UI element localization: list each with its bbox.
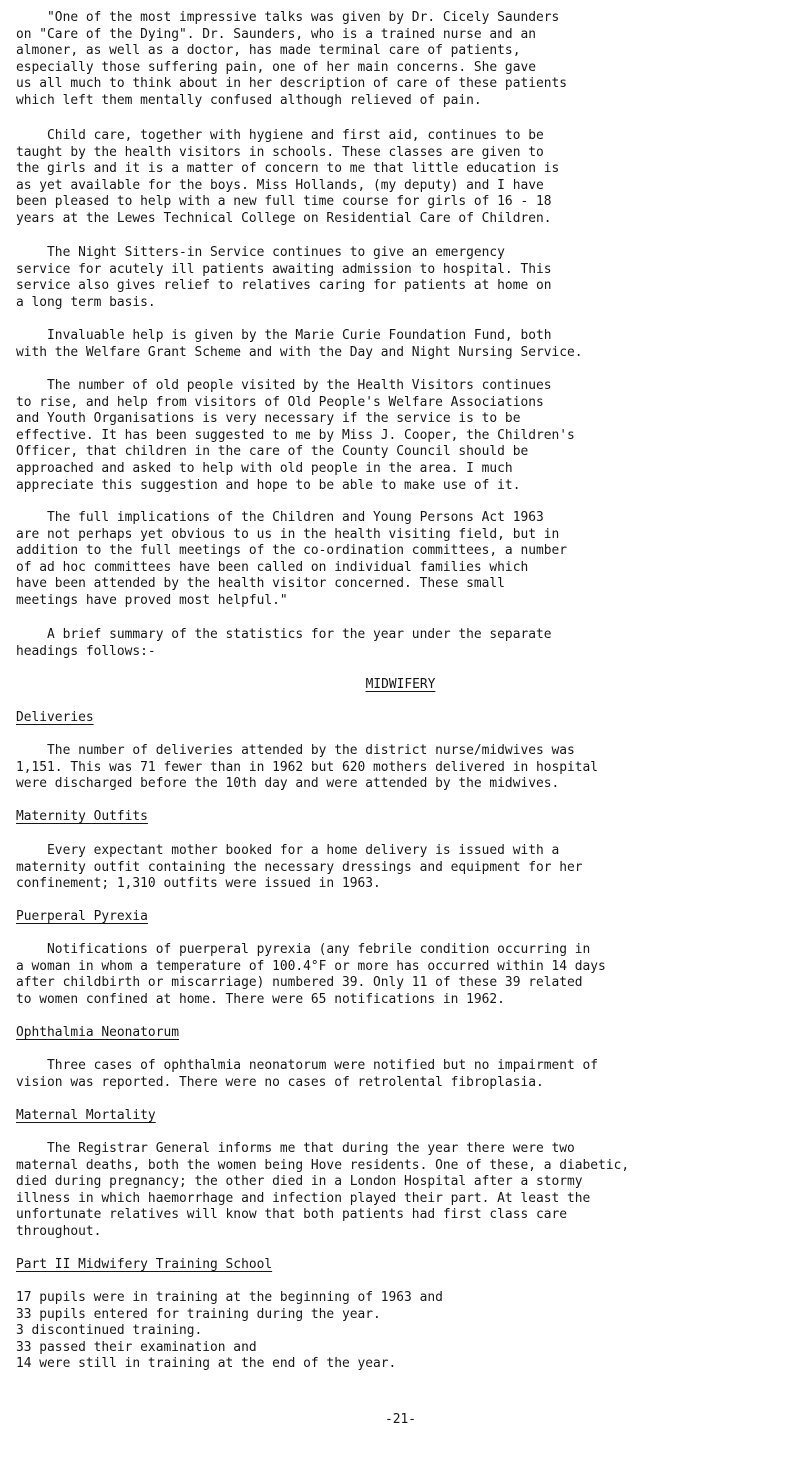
section-heading-deliveries: Deliveries <box>16 710 94 725</box>
intro-paragraph-6: The full implications of the Children and Young Persons Act 1963 are not perhaps yet obvious to us in the health visiting field, but in addition to the full meetings of the co-ordination committees, a number of ad hoc committees have been called on individual families which have been attended by the health visitor concerned. These small meetings have proved most helpful." <box>16 510 568 608</box>
intro-paragraph-3: The Night Sitters-in Service continues to give an emergency service for acutely ill patients awaiting admission to hospital. This service also gives relief to relatives caring for patients at home on a long term basis. <box>16 245 552 310</box>
section-body-deliveries: The number of deliveries attended by the district nurse/midwives was 1,151. This was 71 fewer than in 1962 but 620 mothers delivered in hospital were discharged before the 10th day and were attended by the midwives. <box>16 743 599 792</box>
section-body-puerperal-pyrexia: Notifications of puerperal pyrexia (any febrile condition occurring in a woman in whom a temperature of 100.4°F or more has occurred within 14 days after childbirth or miscarriage) numbered 39. Only 11 of these 39 related to women confined at home. There were 65 notifications in 1962. <box>16 942 606 1007</box>
section-title-midwifery: MIDWIFERY <box>365 677 436 692</box>
section-body-maternity-outfits: Every expectant mother booked for a home delivery is issued with a maternity outfit containing the necessary dressings and equipment for her confinement; 1,310 outfits were issued in 1963. <box>16 843 583 892</box>
section-body-training-school: 17 pupils were in training at the beginning of 1963 and 33 pupils entered for training during the year. 3 discontinued training. 33 passed their examination and 14 were still in training at the end of the year. <box>16 1290 443 1372</box>
summary-intro: A brief summary of the statistics for the year under the separate headings follows:- <box>16 627 552 659</box>
intro-paragraph-5: The number of old people visited by the Health Visitors continues to rise, and help from visitors of Old People's Welfare Associations and Youth Organisations is very necessary if the service is to be effective. It has been suggested to me by Miss J. Cooper, the Children's Officer, that children in the care of the County Council should be approached and asked to help with old people in the area. I much appreciate this suggestion and hope to be able to make use of it. <box>16 378 575 493</box>
section-heading-training-school: Part II Midwifery Training School <box>16 1257 273 1272</box>
page-number: -21- <box>384 1412 417 1427</box>
intro-paragraph-1: "One of the most impressive talks was given by Dr. Cicely Saunders on "Care of the Dying". Dr. Saunders, who is a trained nurse and an almoner, as well as a doctor, has made terminal care of patients, especially those suffering pain, one of her main concerns. She gave us all much to think about in her description of care of these patients which left them mentally confused although relieved of pain. <box>16 10 568 108</box>
intro-paragraph-2: Child care, together with hygiene and first aid, continues to be taught by the health visitors in schools. These classes are given to the girls and it is a matter of concern to me that little education is as yet available for the boys. Miss Hollands, (my deputy) and I have been pleased to help with a new full time course for girls of 16 - 18 years at the Lewes Technical College on Residential Care of Children. <box>16 128 560 226</box>
intro-paragraph-4: Invaluable help is given by the Marie Curie Foundation Fund, both with the Welfare Grant Scheme and with the Day and Night Nursing Service. <box>16 328 583 360</box>
section-heading-maternal-mortality: Maternal Mortality <box>16 1108 156 1123</box>
section-heading-ophthalmia: Ophthalmia Neonatorum <box>16 1025 179 1040</box>
section-heading-maternity-outfits: Maternity Outfits <box>16 809 148 824</box>
section-body-maternal-mortality: The Registrar General informs me that during the year there were two maternal deaths, both the women being Hove residents. One of these, a diabetic, died during pregnancy; the other died in a London Hospital after a stormy illness in which haemorrhage and infection played their part. At least the unfortunate relatives will know that both patients had first class care throughout. <box>16 1141 630 1239</box>
section-body-ophthalmia: Three cases of ophthalmia neonatorum were notified but no impairment of vision was reported. There were no cases of retrolental fibroplasia. <box>16 1058 599 1090</box>
section-heading-puerperal-pyrexia: Puerperal Pyrexia <box>16 909 148 924</box>
